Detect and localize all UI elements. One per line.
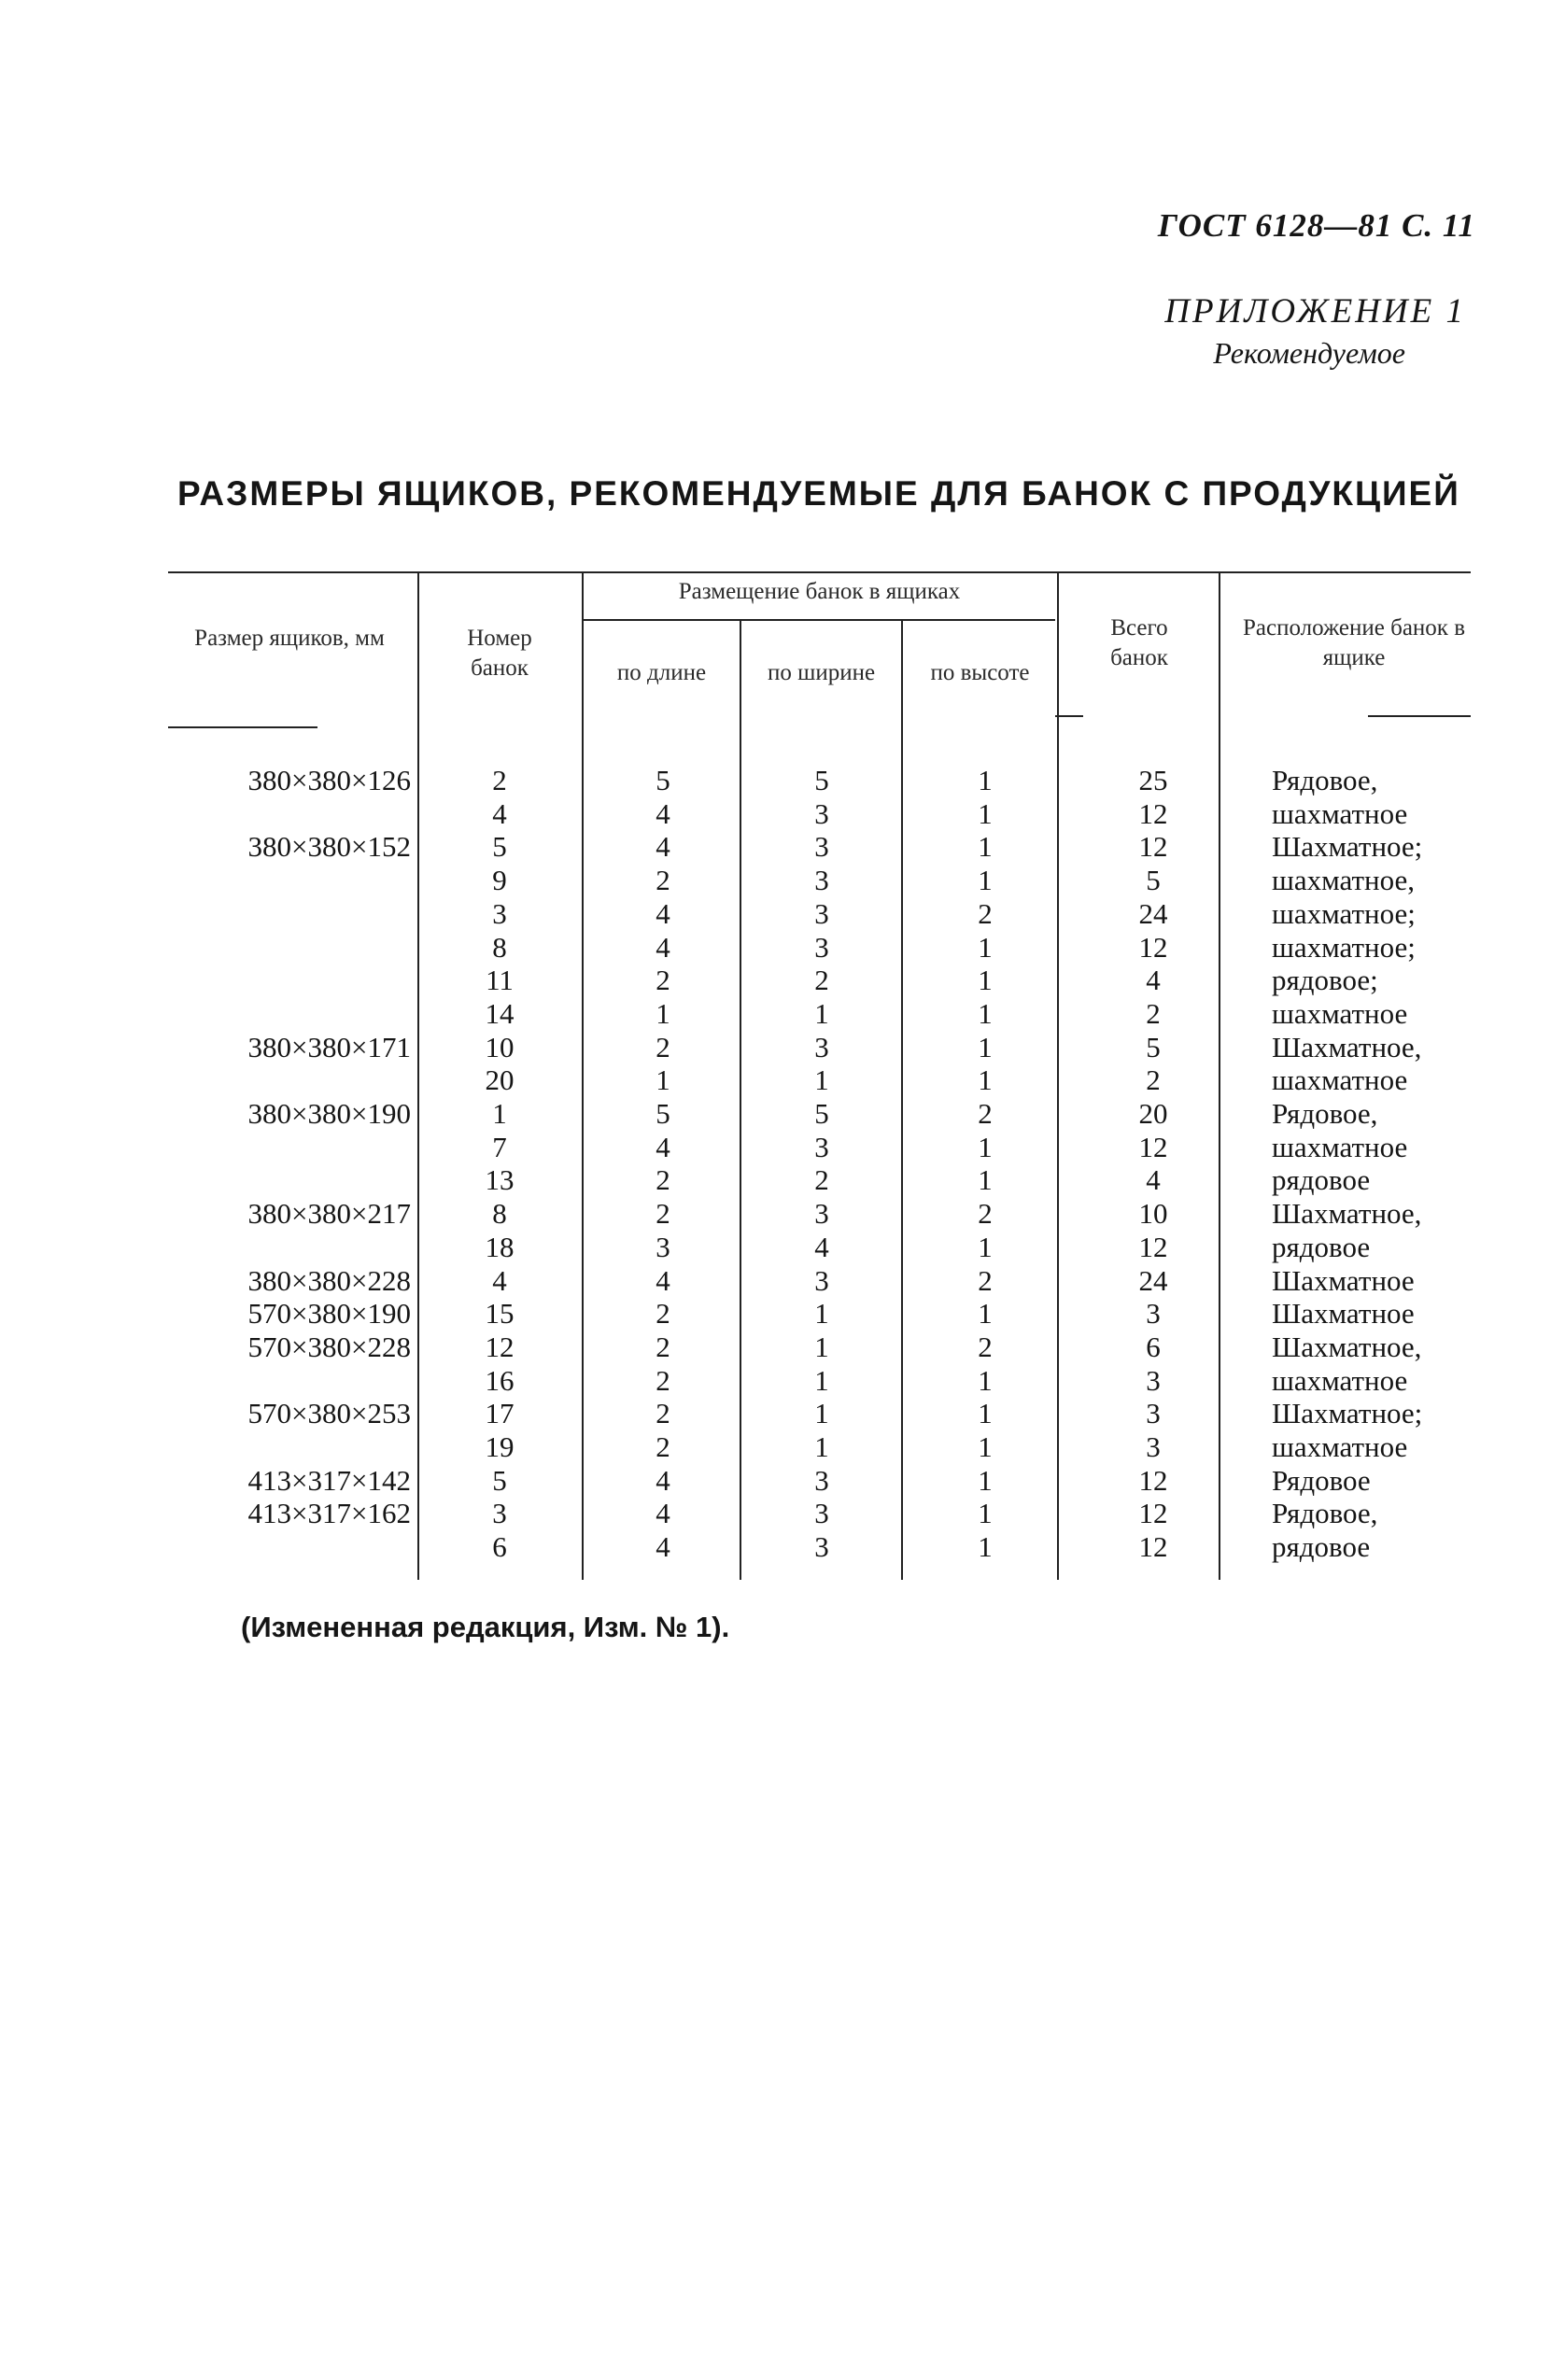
- arrangement-cell: Шахматное,: [1272, 1197, 1422, 1231]
- by-length-cell: 2: [656, 1363, 670, 1397]
- box-size-cell: 570×380×190: [247, 1297, 411, 1331]
- by-length-cell: 4: [656, 830, 670, 864]
- divider-2: [582, 571, 584, 1580]
- can-number-cell: 4: [492, 1263, 507, 1297]
- total-cell: 2: [1146, 1063, 1161, 1097]
- by-length-cell: 3: [656, 1230, 670, 1263]
- by-height-cell: 1: [978, 864, 993, 897]
- arrangement-cell: рядовое: [1272, 1230, 1371, 1263]
- amendment-note: (Измененная редакция, Изм. № 1).: [241, 1611, 730, 1643]
- can-number-cell: 12: [485, 1330, 515, 1363]
- by-width-cell: 1: [814, 1063, 829, 1097]
- total-cell: 10: [1138, 1197, 1168, 1231]
- by-height-cell: 1: [978, 1430, 993, 1463]
- can-number-cell: 20: [485, 1063, 515, 1097]
- total-cell: 3: [1146, 1397, 1161, 1430]
- by-height-cell: 1: [978, 996, 993, 1030]
- by-length-cell: 2: [656, 1397, 670, 1430]
- by-height-cell: 1: [978, 1030, 993, 1063]
- by-height-cell: 1: [978, 1363, 993, 1397]
- by-width-cell: 3: [814, 1197, 829, 1231]
- total-cell: 12: [1138, 1497, 1168, 1530]
- by-length-cell: 2: [656, 964, 670, 997]
- box-size-cell: 380×380×126: [247, 764, 411, 796]
- arrangement-cell: Шахматное,: [1272, 1330, 1422, 1363]
- header-arrangement: Расположение банок в ящике: [1242, 615, 1466, 670]
- total-cell: 12: [1138, 1130, 1168, 1163]
- by-height-cell: 1: [978, 830, 993, 864]
- by-height-cell: 1: [978, 930, 993, 964]
- total-cell: 12: [1138, 930, 1168, 964]
- box-size-cell: 570×380×253: [247, 1397, 411, 1430]
- by-length-cell: 4: [656, 930, 670, 964]
- arrangement-cell: Рядовое: [1272, 1463, 1371, 1497]
- can-number-cell: 8: [492, 930, 507, 964]
- header-by-width: по ширине: [767, 660, 876, 685]
- by-width-cell: 1: [814, 996, 829, 1030]
- can-number-cell: 3: [492, 1497, 507, 1530]
- box-size-cell: 380×380×152: [247, 830, 411, 864]
- arrangement-cell: рядовое;: [1272, 964, 1378, 997]
- by-height-cell: 1: [978, 1397, 993, 1430]
- by-width-cell: 1: [814, 1363, 829, 1397]
- total-cell: 12: [1138, 1230, 1168, 1263]
- by-width-cell: 3: [814, 796, 829, 830]
- by-width-cell: 5: [814, 764, 829, 796]
- by-length-cell: 2: [656, 864, 670, 897]
- by-width-cell: 2: [814, 1163, 829, 1197]
- total-cell: 12: [1138, 1530, 1168, 1564]
- page-reference: ГОСТ 6128—81 С. 11: [1157, 207, 1475, 244]
- total-cell: 5: [1146, 1030, 1161, 1063]
- by-length-cell: 4: [656, 1130, 670, 1163]
- by-height-cell: 1: [978, 764, 993, 796]
- arrangement-cell: шахматное: [1272, 796, 1408, 830]
- by-width-cell: 3: [814, 930, 829, 964]
- arrangement-cell: Шахматное: [1272, 1297, 1415, 1331]
- box-size-cell: 380×380×171: [247, 1030, 411, 1063]
- by-width-cell: 3: [814, 864, 829, 897]
- can-number-cell: 5: [492, 1463, 507, 1497]
- can-number-cell: 2: [492, 764, 507, 796]
- appendix-status: Рекомендуемое: [1213, 336, 1405, 370]
- header-by-length: по длине: [616, 660, 707, 685]
- by-width-cell: 5: [814, 1097, 829, 1130]
- arrangement-cell: Шахматное;: [1272, 830, 1423, 864]
- by-height-cell: 1: [978, 796, 993, 830]
- by-length-cell: 4: [656, 796, 670, 830]
- total-cell: 4: [1146, 1163, 1161, 1197]
- by-height-cell: 1: [978, 1530, 993, 1564]
- total-cell: 3: [1146, 1297, 1161, 1331]
- by-height-cell: 1: [978, 1497, 993, 1530]
- box-size-cell: 570×380×228: [247, 1330, 411, 1363]
- by-width-cell: 3: [814, 830, 829, 864]
- by-length-cell: 1: [656, 1063, 670, 1097]
- by-height-cell: 1: [978, 1463, 993, 1497]
- by-width-cell: 3: [814, 1530, 829, 1564]
- by-width-cell: 3: [814, 1130, 829, 1163]
- arrangement-cell: Рядовое,: [1272, 764, 1378, 796]
- box-size-cell: 413×317×142: [247, 1463, 411, 1497]
- appendix-title: ПРИЛОЖЕНИЕ 1: [1164, 292, 1466, 331]
- total-cell: 4: [1146, 964, 1161, 997]
- arrangement-cell: шахматное;: [1272, 930, 1416, 964]
- header-bottom-rule-right: [1368, 715, 1471, 717]
- arrangement-cell: Шахматное;: [1272, 1397, 1423, 1430]
- by-length-cell: 2: [656, 1430, 670, 1463]
- can-number-cell: 6: [492, 1530, 507, 1564]
- total-cell: 20: [1138, 1097, 1168, 1130]
- by-width-cell: 1: [814, 1430, 829, 1463]
- by-length-cell: 4: [656, 896, 670, 930]
- by-height-cell: 1: [978, 1230, 993, 1263]
- by-height-cell: 2: [978, 896, 993, 930]
- header-bottom-rule-left: [168, 726, 317, 728]
- header-by-height: по высоте: [930, 660, 1030, 685]
- can-number-cell: 14: [485, 996, 515, 1030]
- table-top-rule: [168, 571, 1471, 573]
- arrangement-cell: рядовое: [1272, 1530, 1371, 1564]
- by-length-cell: 1: [656, 996, 670, 1030]
- by-height-cell: 2: [978, 1263, 993, 1297]
- header-can-number: Номер банок: [467, 626, 532, 681]
- can-number-cell: 1: [492, 1097, 507, 1130]
- by-width-cell: 3: [814, 1263, 829, 1297]
- divider-4: [901, 619, 903, 1580]
- total-cell: 3: [1146, 1430, 1161, 1463]
- by-height-cell: 1: [978, 1130, 993, 1163]
- by-length-cell: 2: [656, 1030, 670, 1063]
- by-length-cell: 5: [656, 1097, 670, 1130]
- by-length-cell: 4: [656, 1463, 670, 1497]
- can-number-cell: 16: [485, 1363, 515, 1397]
- total-cell: 2: [1146, 996, 1161, 1030]
- can-number-cell: 13: [485, 1163, 515, 1197]
- total-cell: 5: [1146, 864, 1161, 897]
- can-number-cell: 9: [492, 864, 507, 897]
- by-length-cell: 2: [656, 1197, 670, 1231]
- can-number-cell: 7: [492, 1130, 507, 1163]
- by-height-cell: 1: [978, 1297, 993, 1331]
- total-cell: 25: [1138, 764, 1168, 796]
- total-cell: 24: [1138, 1263, 1168, 1297]
- by-height-cell: 1: [978, 1163, 993, 1197]
- total-cell: 12: [1138, 1463, 1168, 1497]
- can-number-cell: 5: [492, 830, 507, 864]
- by-width-cell: 1: [814, 1297, 829, 1331]
- arrangement-cell: шахматное: [1272, 1430, 1408, 1463]
- by-width-cell: 3: [814, 1030, 829, 1063]
- by-height-cell: 2: [978, 1197, 993, 1231]
- total-cell: 6: [1146, 1330, 1161, 1363]
- by-length-cell: 4: [656, 1497, 670, 1530]
- header-box-size: Размер ящиков, мм: [194, 626, 385, 651]
- header-bottom-rule-mid: [1055, 715, 1083, 717]
- can-number-cell: 17: [485, 1397, 515, 1430]
- by-height-cell: 2: [978, 1330, 993, 1363]
- box-size-cell: 380×380×228: [247, 1263, 411, 1297]
- arrangement-cell: шахматное: [1272, 996, 1408, 1030]
- by-height-cell: 1: [978, 964, 993, 997]
- by-height-cell: 2: [978, 1097, 993, 1130]
- box-size-cell: 413×317×162: [247, 1497, 411, 1530]
- divider-3: [740, 619, 741, 1580]
- header-total: Всего банок: [1110, 615, 1168, 670]
- arrangement-cell: шахматное: [1272, 1063, 1408, 1097]
- can-number-cell: 8: [492, 1197, 507, 1231]
- can-number-cell: 18: [485, 1230, 515, 1263]
- by-width-cell: 1: [814, 1397, 829, 1430]
- by-height-cell: 1: [978, 1063, 993, 1097]
- box-size-cell: 380×380×190: [247, 1097, 411, 1130]
- divider-1: [417, 571, 419, 1580]
- by-length-cell: 2: [656, 1297, 670, 1331]
- arrangement-cell: шахматное;: [1272, 896, 1416, 930]
- table-title: РАЗМЕРЫ ЯЩИКОВ, РЕКОМЕНДУЕМЫЕ ДЛЯ БАНОК С ПРОДУКЦИЕЙ: [177, 474, 1460, 513]
- can-number-cell: 10: [485, 1030, 515, 1063]
- box-size-cell: 380×380×217: [247, 1197, 411, 1231]
- header-placement: Размещение банок в ящиках: [678, 579, 961, 604]
- can-number-cell: 19: [485, 1430, 515, 1463]
- total-cell: 24: [1138, 896, 1168, 930]
- arrangement-cell: шахматное: [1272, 1363, 1408, 1397]
- arrangement-cell: шахматное: [1272, 1130, 1408, 1163]
- by-length-cell: 5: [656, 764, 670, 796]
- by-length-cell: 2: [656, 1163, 670, 1197]
- by-length-cell: 2: [656, 1330, 670, 1363]
- by-width-cell: 3: [814, 896, 829, 930]
- divider-5: [1057, 571, 1059, 1580]
- placement-group-rule: [584, 619, 1055, 621]
- arrangement-cell: Шахматное,: [1272, 1030, 1422, 1063]
- by-width-cell: 3: [814, 1497, 829, 1530]
- by-width-cell: 1: [814, 1330, 829, 1363]
- can-number-cell: 15: [485, 1297, 515, 1331]
- arrangement-cell: Рядовое,: [1272, 1097, 1378, 1130]
- arrangement-cell: Шахматное: [1272, 1263, 1415, 1297]
- arrangement-cell: шахматное,: [1272, 864, 1416, 897]
- by-width-cell: 4: [814, 1230, 829, 1263]
- by-length-cell: 4: [656, 1530, 670, 1564]
- by-width-cell: 3: [814, 1463, 829, 1497]
- arrangement-cell: Рядовое,: [1272, 1497, 1378, 1530]
- arrangement-cell: рядовое: [1272, 1163, 1371, 1197]
- can-number-cell: 4: [492, 796, 507, 830]
- by-width-cell: 2: [814, 964, 829, 997]
- total-cell: 12: [1138, 796, 1168, 830]
- can-number-cell: 11: [486, 964, 514, 997]
- total-cell: 12: [1138, 830, 1168, 864]
- can-number-cell: 3: [492, 896, 507, 930]
- by-length-cell: 4: [656, 1263, 670, 1297]
- total-cell: 3: [1146, 1363, 1161, 1397]
